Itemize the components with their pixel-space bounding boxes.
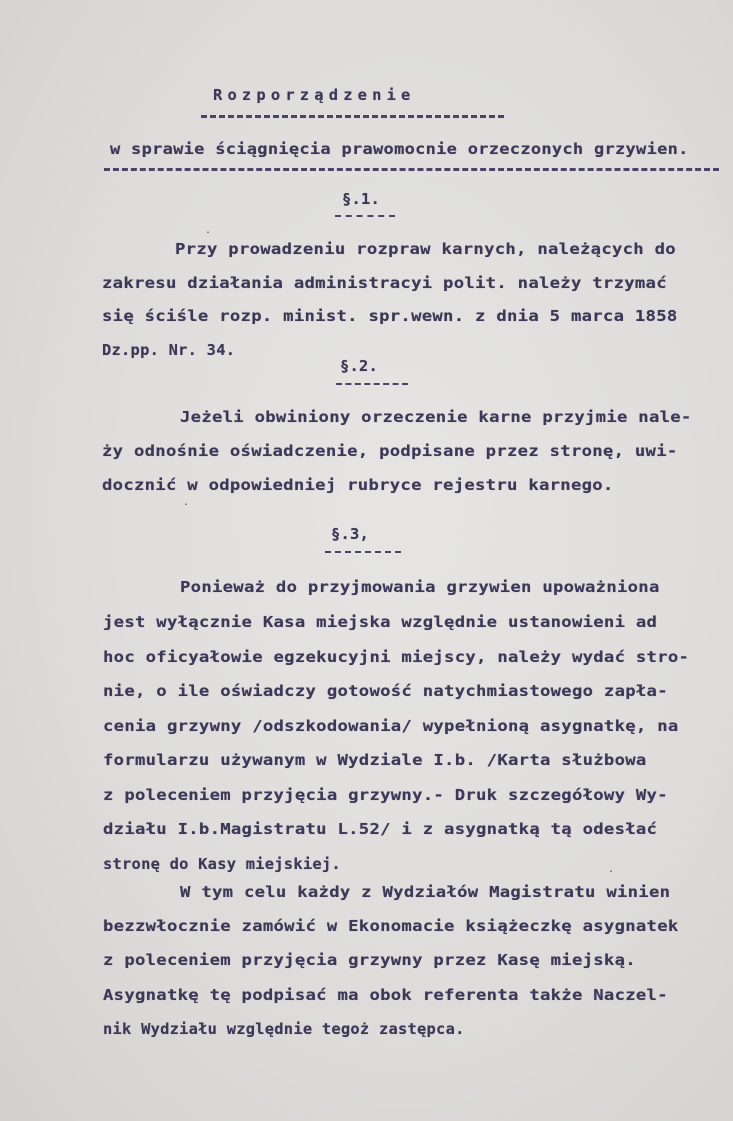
paragraph-line: Przy prowadzeniu rozpraw karnych, należących do <box>175 240 676 258</box>
section-heading-underline <box>336 383 408 385</box>
paragraph-line: formularzu używanym w Wydziale I.b. /Karta służbowa <box>103 751 647 769</box>
paragraph-line: hoc oficyałowie egzekucyjni miejscy, należy wydać stro- <box>103 648 690 666</box>
paragraph-line: Ponieważ do przyjmowania grzywien upoważniona <box>180 578 660 596</box>
paragraph-line: stronę do Kasy miejskiej. <box>103 855 341 873</box>
paragraph-line: bezzwłocznie zamówić w Ekonomacie książeczkę asygnatek <box>103 917 679 935</box>
paragraph-line: W tym celu każdy z Wydziałów Magistratu winien <box>180 883 671 901</box>
ink-speck: . <box>205 225 212 236</box>
paragraph-line: jest wyłącznie Kasa miejska względnie ustanowieni ad <box>103 613 658 631</box>
section-heading: §.1. <box>342 190 381 208</box>
ink-speck: . <box>608 864 615 875</box>
subtitle-underline <box>104 168 719 171</box>
title-underline <box>201 115 504 118</box>
document-subtitle: w sprawie ściągnięcia prawomocnie orzeczonych grzywien. <box>110 140 689 158</box>
paragraph-line: działu I.b.Magistratu L.52/ i z asygnatką tą odesłać <box>103 820 658 838</box>
paragraph-line: nie, o ile oświadczy gotowość natychmiastowego zapła- <box>103 682 668 700</box>
ink-speck: . <box>183 497 190 508</box>
paragraph-line: cenia grzywny /odszkodowania/ wypełnioną asygnatkę, na <box>103 717 679 735</box>
paragraph-line: z poleceniem przyjęcia grzywny.- Druk szczegółowy Wy- <box>103 786 668 804</box>
paragraph-line: docznić w odpowiedniej rubryce rejestru karnego. <box>102 476 614 494</box>
paragraph-line: z poleceniem przyjęcia grzywny przez Kasę miejską. <box>103 951 636 969</box>
paragraph-line: się ściśle rozp. minist. spr.wewn. z dnia 5 marca 1858 <box>102 307 678 325</box>
section-heading-underline <box>325 551 401 553</box>
paragraph-line: nik Wydziału względnie tegoż zastępca. <box>103 1020 465 1038</box>
paragraph-line: zakresu działania administracyi polit. należy trzymać <box>102 274 667 292</box>
section-heading-underline <box>335 215 395 217</box>
paragraph-line: Dz.pp. Nr. 34. <box>102 341 236 359</box>
paragraph-line: Asygnatkę tę podpisać ma obok referenta także Naczel- <box>103 986 668 1004</box>
paragraph-line: ży odnośnie oświadczenie, podpisane przez stronę, uwi- <box>102 442 678 460</box>
section-heading: §.2. <box>340 357 379 375</box>
document-title: Rozporządzenie <box>213 86 416 104</box>
paragraph-line: Jeżeli obwiniony orzeczenie karne przyjmie nale- <box>180 408 692 426</box>
section-heading: §.3, <box>331 525 370 543</box>
